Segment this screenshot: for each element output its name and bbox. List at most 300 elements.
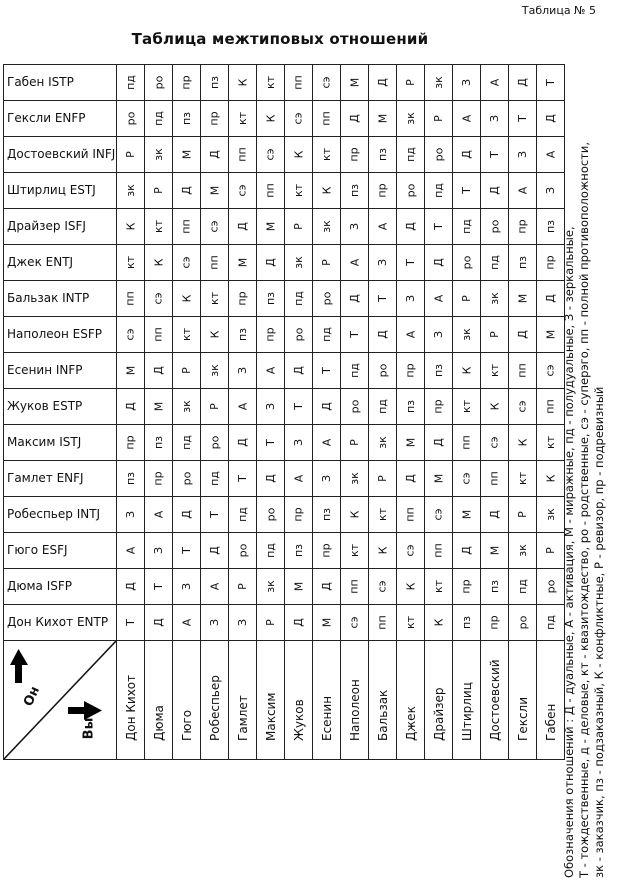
cell-value: зк	[460, 328, 473, 341]
table-cell	[509, 137, 537, 173]
table-cell	[285, 245, 313, 281]
cell-value: М	[208, 185, 221, 196]
cell-value: Д	[236, 222, 249, 231]
table-cell	[173, 245, 201, 281]
table-cell	[341, 137, 369, 173]
table-cell	[425, 425, 453, 461]
cell-value: пд	[292, 291, 305, 306]
table-cell	[341, 497, 369, 533]
cell-value: А	[376, 222, 389, 231]
column-header	[341, 641, 369, 760]
table-cell	[481, 209, 509, 245]
table-cell	[341, 209, 369, 245]
table-cell	[201, 281, 229, 317]
cell-value: пп	[543, 399, 557, 414]
table-cell	[369, 173, 397, 209]
table-cell	[509, 65, 537, 101]
table-row	[4, 65, 565, 101]
cell-value: пд	[348, 363, 361, 378]
table-cell	[509, 101, 537, 137]
cell-value: кт	[180, 327, 193, 342]
table-cell	[285, 173, 313, 209]
cell-value: ро	[152, 75, 165, 90]
cell-value: З	[180, 582, 193, 591]
cell-value: К	[180, 294, 193, 303]
table-cell	[369, 461, 397, 497]
legend-line-2: Т - тождественные, д - деловые, кт - квазитождество, ро - родственные, сэ - суперэго, пп - полной противоположности,	[577, 142, 591, 878]
table-cell	[425, 353, 453, 389]
cell-value: пд	[404, 147, 417, 162]
cell-value: кт	[264, 75, 277, 90]
cell-value: Д	[516, 330, 529, 339]
column-header	[537, 641, 565, 760]
cell-value: Д	[124, 582, 137, 591]
cell-value: К	[404, 582, 417, 591]
cell-value: сэ	[236, 184, 249, 197]
table-cell	[397, 425, 425, 461]
table-cell	[313, 461, 341, 497]
cell-value: А	[460, 114, 473, 123]
table-cell	[537, 353, 565, 389]
table-cell	[509, 497, 537, 533]
column-header	[453, 641, 481, 760]
table-cell	[173, 317, 201, 353]
cell-value: Д	[544, 294, 557, 303]
table-cell	[145, 65, 173, 101]
cell-value: Д	[180, 186, 193, 195]
table-cell	[173, 569, 201, 605]
table-cell	[117, 137, 145, 173]
cell-value: А	[432, 294, 445, 303]
table-cell	[425, 497, 453, 533]
cell-value: ро	[292, 327, 305, 342]
page-title: Таблица межтиповых отношений	[131, 30, 429, 48]
cell-value: Т	[543, 79, 557, 86]
cell-value: М	[432, 473, 445, 484]
table-cell	[509, 605, 537, 641]
table-cell	[285, 101, 313, 137]
cell-value: сэ	[320, 76, 333, 89]
row-header: Гексли ENFP	[4, 101, 117, 137]
cell-value: ро	[488, 219, 501, 234]
cell-value: З	[544, 186, 557, 195]
cell-value: З	[320, 474, 333, 483]
cell-value: Т	[179, 547, 193, 554]
table-cell	[481, 353, 509, 389]
cell-value: А	[488, 78, 501, 87]
column-header-label: Наполеон	[347, 679, 362, 741]
table-cell	[313, 533, 341, 569]
cell-value: К	[488, 402, 501, 411]
table-row	[4, 569, 565, 605]
cell-value: зк	[292, 256, 305, 269]
table-cell	[257, 533, 285, 569]
table-cell	[537, 569, 565, 605]
cell-value: пд	[236, 507, 249, 522]
cell-value: пз	[235, 327, 249, 342]
cell-value: Р	[151, 187, 165, 194]
cell-value: Р	[375, 475, 389, 482]
cell-value: пп	[123, 291, 137, 306]
cell-value: ро	[124, 111, 137, 126]
table-cell	[285, 569, 313, 605]
cell-value: А	[516, 186, 529, 195]
cell-value: зк	[180, 400, 193, 413]
cell-value: пп	[459, 435, 473, 450]
table-cell	[313, 209, 341, 245]
cell-value: М	[516, 293, 529, 304]
cell-value: зк	[544, 508, 557, 521]
table-cell	[537, 389, 565, 425]
column-header	[481, 641, 509, 760]
table-cell	[313, 389, 341, 425]
table-cell	[229, 569, 257, 605]
cell-value: пр	[544, 255, 557, 270]
cell-value: Д	[264, 474, 277, 483]
table-cell	[257, 497, 285, 533]
cell-value: З	[348, 222, 361, 231]
cell-value: ро	[264, 507, 277, 522]
table-cell	[481, 137, 509, 173]
table-cell	[285, 65, 313, 101]
table-cell	[201, 245, 229, 281]
cell-value: А	[124, 546, 137, 555]
table-cell	[453, 533, 481, 569]
legend	[562, 78, 607, 878]
table-cell	[453, 137, 481, 173]
cell-value: пз	[543, 219, 557, 234]
column-header-label: Бальзак	[375, 689, 390, 741]
cell-value: пп	[263, 183, 277, 198]
table-cell	[229, 281, 257, 317]
cell-value: Д	[432, 258, 445, 267]
cell-value: пр	[488, 615, 501, 630]
cell-value: пз	[515, 255, 529, 270]
table-cell	[285, 353, 313, 389]
table-cell	[425, 281, 453, 317]
table-cell	[117, 65, 145, 101]
cell-value: кт	[516, 471, 529, 486]
cell-value: Т	[151, 583, 165, 590]
cell-value: Д	[488, 510, 501, 519]
table-cell	[145, 281, 173, 317]
table-cell	[229, 497, 257, 533]
cell-value: сэ	[348, 616, 361, 629]
table-cell	[509, 281, 537, 317]
cell-value: К	[516, 438, 529, 447]
table-cell	[145, 209, 173, 245]
table-cell	[173, 137, 201, 173]
row-header: Гюго ESFJ	[4, 533, 117, 569]
table-cell	[145, 533, 173, 569]
table-cell	[173, 389, 201, 425]
cell-value: пз	[123, 471, 137, 486]
corner-on-label: Он	[20, 684, 44, 709]
table-cell	[341, 461, 369, 497]
table-cell	[257, 245, 285, 281]
table-cell	[201, 425, 229, 461]
cell-value: кт	[460, 399, 473, 414]
cell-value: сэ	[124, 328, 137, 341]
cell-value: пр	[348, 147, 361, 162]
table-cell	[369, 101, 397, 137]
cell-value: К	[376, 546, 389, 555]
table-cell	[313, 173, 341, 209]
cell-value: пр	[404, 363, 417, 378]
cell-value: Д	[152, 618, 165, 627]
cell-value: пп	[319, 111, 333, 126]
cell-value: Д	[348, 294, 361, 303]
table-cell	[341, 389, 369, 425]
column-header-label: Гексли	[515, 696, 530, 741]
table-cell	[117, 389, 145, 425]
row-header: Габен ISTP	[4, 65, 117, 101]
cell-value: М	[180, 149, 193, 160]
table-cell	[453, 209, 481, 245]
table-cell	[537, 533, 565, 569]
cell-value: Д	[124, 402, 137, 411]
table-cell	[369, 137, 397, 173]
table-cell	[369, 245, 397, 281]
table-cell	[117, 101, 145, 137]
table-cell	[145, 137, 173, 173]
column-header	[117, 641, 145, 760]
table-cell	[117, 209, 145, 245]
table-cell	[481, 173, 509, 209]
table-cell	[201, 173, 229, 209]
column-header	[369, 641, 397, 760]
cell-value: сэ	[264, 148, 277, 161]
cell-value: кт	[348, 543, 361, 558]
cell-value: зк	[320, 220, 333, 233]
cell-value: А	[292, 474, 305, 483]
table-cell	[201, 497, 229, 533]
table-cell	[425, 101, 453, 137]
cell-value: Д	[488, 186, 501, 195]
cell-value: пз	[207, 75, 221, 90]
cell-value: пп	[375, 615, 389, 630]
table-cell	[117, 245, 145, 281]
table-cell	[117, 317, 145, 353]
column-header-label: Жуков	[291, 699, 306, 741]
table-cell	[313, 569, 341, 605]
table-cell	[257, 461, 285, 497]
table-row	[4, 281, 565, 317]
cell-value: сэ	[152, 292, 165, 305]
table-cell	[341, 353, 369, 389]
table-row	[4, 533, 565, 569]
table-cell	[313, 605, 341, 641]
cell-value: зк	[208, 364, 221, 377]
cell-value: Д	[460, 546, 473, 555]
table-cell	[509, 209, 537, 245]
table-cell	[257, 569, 285, 605]
cell-value: М	[236, 257, 249, 268]
cell-value: Р	[487, 331, 501, 338]
corner-vy-label: Вы	[81, 717, 97, 740]
table-cell	[397, 353, 425, 389]
cell-value: Т	[347, 331, 361, 338]
cell-value: пп	[347, 579, 361, 594]
cell-value: пр	[264, 327, 277, 342]
table-cell	[229, 533, 257, 569]
table-cell	[397, 569, 425, 605]
cell-value: пп	[179, 219, 193, 234]
table-cell	[509, 389, 537, 425]
row-header: Штирлиц ESTJ	[4, 173, 117, 209]
table-cell	[397, 137, 425, 173]
cell-value: кт	[236, 111, 249, 126]
cell-value: кт	[404, 615, 417, 630]
table-cell	[425, 605, 453, 641]
cell-value: пд	[264, 543, 277, 558]
column-header	[397, 641, 425, 760]
cell-value: Т	[459, 187, 473, 194]
cell-value: Т	[207, 511, 221, 518]
table-cell	[145, 173, 173, 209]
cell-value: ро	[348, 399, 361, 414]
cell-value: сэ	[488, 436, 501, 449]
table-cell	[425, 461, 453, 497]
table-cell	[173, 461, 201, 497]
cell-value: Д	[348, 114, 361, 123]
table-cell	[481, 461, 509, 497]
table-cell	[117, 425, 145, 461]
table-cell	[285, 389, 313, 425]
table-cell	[285, 461, 313, 497]
column-header-label: Достоевский	[487, 659, 502, 741]
table-cell	[509, 317, 537, 353]
table-cell	[397, 317, 425, 353]
cell-value: пр	[292, 507, 305, 522]
cell-value: М	[264, 221, 277, 232]
cell-value: М	[404, 437, 417, 448]
table-cell	[229, 209, 257, 245]
table-cell	[313, 317, 341, 353]
cell-value: К	[264, 114, 277, 123]
cell-value: кт	[488, 363, 501, 378]
column-header	[257, 641, 285, 760]
table-cell	[453, 281, 481, 317]
cell-value: К	[544, 474, 557, 483]
cell-value: М	[320, 617, 333, 628]
cell-value: Д	[404, 474, 417, 483]
table-cell	[257, 173, 285, 209]
table-cell	[481, 605, 509, 641]
cell-value: Т	[431, 223, 445, 230]
column-header-label: Максим	[263, 692, 278, 741]
table-cell	[425, 209, 453, 245]
cell-value: зк	[348, 472, 361, 485]
table-cell	[341, 173, 369, 209]
table-cell	[341, 281, 369, 317]
table-cell	[537, 209, 565, 245]
cell-value: Р	[543, 547, 557, 554]
row-header: Бальзак INTP	[4, 281, 117, 317]
cell-value: Р	[459, 295, 473, 302]
table-cell	[453, 497, 481, 533]
cell-value: А	[264, 366, 277, 375]
cell-value: ро	[208, 435, 221, 450]
column-header-label: Габен	[543, 703, 558, 741]
cell-value: пз	[487, 579, 501, 594]
cell-value: З	[516, 150, 529, 159]
table-cell	[257, 425, 285, 461]
table-cell	[425, 317, 453, 353]
table-cell	[145, 461, 173, 497]
table-cell	[117, 461, 145, 497]
cell-value: К	[432, 618, 445, 627]
table-cell	[257, 65, 285, 101]
column-header-label: Робеспьер	[207, 675, 222, 741]
cell-value: ро	[236, 543, 249, 558]
cell-value: пр	[152, 471, 165, 486]
column-header	[201, 641, 229, 760]
cell-value: Д	[376, 330, 389, 339]
table-cell	[453, 173, 481, 209]
table-cell	[173, 497, 201, 533]
row-header: Драйзер ISFJ	[4, 209, 117, 245]
column-header	[145, 641, 173, 760]
cell-value: пр	[516, 219, 529, 234]
cell-value: ро	[544, 579, 557, 594]
cell-value: сэ	[376, 580, 389, 593]
cell-value: пд	[208, 471, 221, 486]
cell-value: К	[236, 78, 249, 87]
table-cell	[201, 209, 229, 245]
cell-value: Р	[319, 259, 333, 266]
column-header-label: Джек	[403, 706, 418, 741]
cell-value: Д	[320, 582, 333, 591]
cell-value: А	[544, 150, 557, 159]
table-cell	[369, 497, 397, 533]
cell-value: З	[236, 366, 249, 375]
cell-value: пд	[516, 579, 529, 594]
cell-value: М	[124, 365, 137, 376]
cell-value: зк	[376, 436, 389, 449]
column-header-label: Штирлиц	[459, 682, 474, 741]
cell-value: Т	[123, 619, 137, 626]
cell-value: пд	[180, 435, 193, 450]
cell-value: пз	[347, 183, 361, 198]
table-cell	[201, 461, 229, 497]
table-cell	[397, 461, 425, 497]
table-cell	[229, 353, 257, 389]
cell-value: сэ	[460, 472, 473, 485]
cell-value: ро	[404, 183, 417, 198]
cell-value: кт	[124, 255, 137, 270]
cell-value: Т	[515, 115, 529, 122]
row-header: Джек ENTJ	[4, 245, 117, 281]
table-cell	[537, 497, 565, 533]
table-cell	[285, 605, 313, 641]
relations-table	[3, 64, 565, 760]
table-cell	[313, 65, 341, 101]
table-cell	[425, 245, 453, 281]
cell-value: К	[348, 510, 361, 519]
table-cell	[397, 389, 425, 425]
cell-value: пз	[459, 615, 473, 630]
table-cell	[509, 245, 537, 281]
table-cell	[229, 101, 257, 137]
cell-value: Р	[235, 583, 249, 590]
table-cell	[201, 317, 229, 353]
table-cell	[257, 389, 285, 425]
table-cell	[173, 173, 201, 209]
cell-value: Р	[123, 151, 137, 158]
table-cell	[481, 497, 509, 533]
table-cell	[453, 101, 481, 137]
